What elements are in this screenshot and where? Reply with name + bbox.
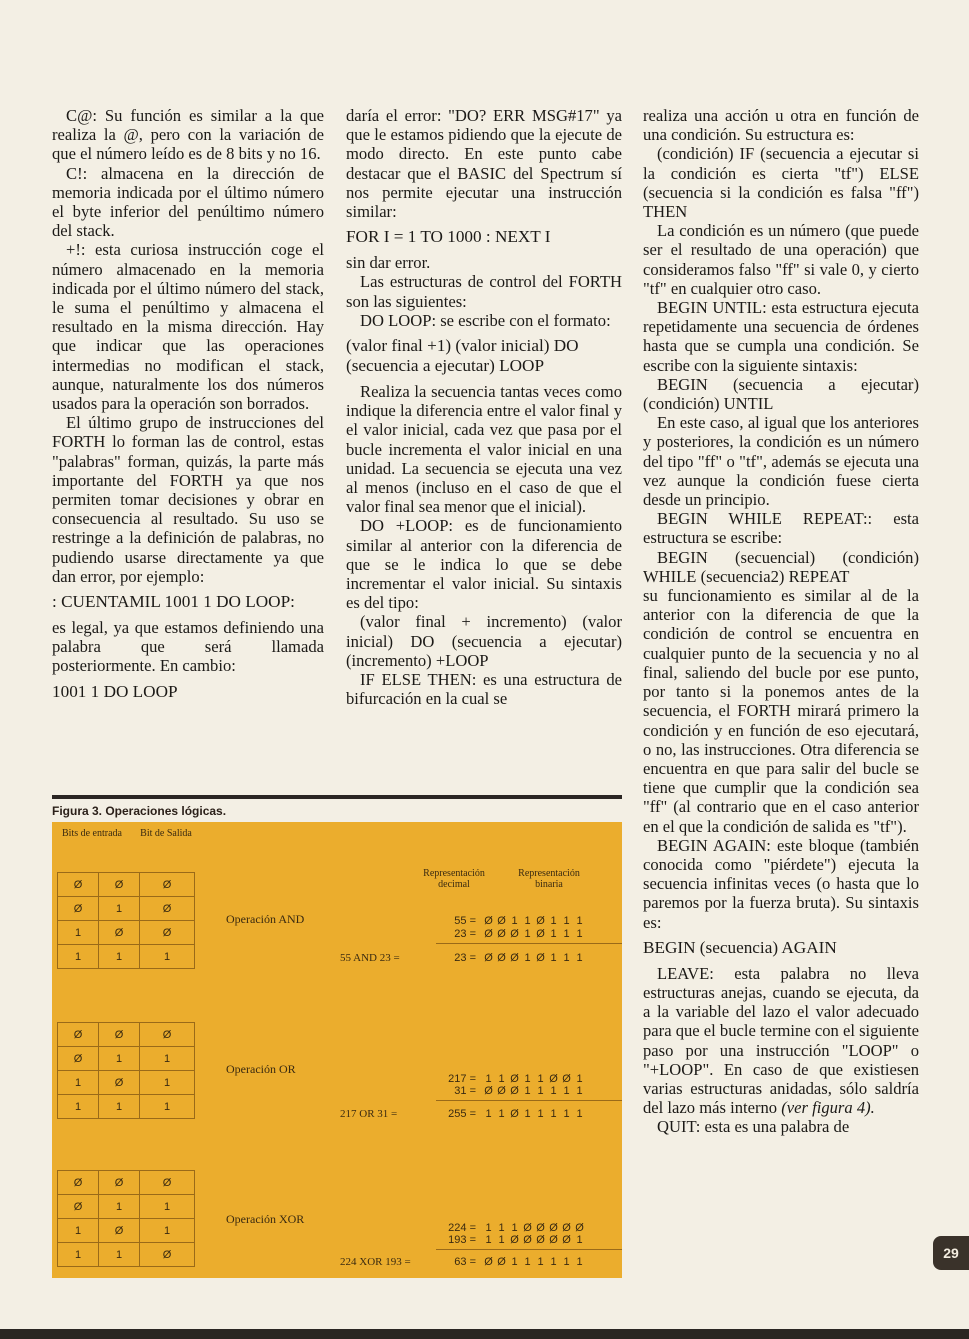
binary-digit: Ø: [484, 952, 493, 964]
paragraph: (valor final + incremento) (valor inicial) DO (secuencia a ejecutar) (incremento) +LOOP: [346, 612, 622, 670]
or-result-line: [436, 1100, 622, 1101]
paragraph: BEGIN (secuencial) (condición) WHILE (secuencia2) REPEAT: [643, 547, 919, 586]
input-bit-cell: 1: [99, 1243, 140, 1267]
binary-digit: 1: [550, 1108, 557, 1120]
and-truth-table: [57, 872, 195, 969]
binary-digit: 1: [498, 1234, 505, 1246]
binary-digit: 1: [524, 1256, 531, 1268]
binary-digit: 1: [550, 928, 557, 940]
binary-digit: 1: [537, 1256, 544, 1268]
xor-result: [440, 1256, 620, 1268]
binary-digit: Ø: [523, 1222, 532, 1234]
and-expression: 55 AND 23 =: [340, 952, 400, 964]
decimal-value: 55 =: [454, 915, 476, 927]
paragraph: es legal, ya que estamos definiendo una palabra que será llamada posteriormente. En cambio:: [52, 618, 324, 676]
input-bit-cell: Ø: [58, 873, 99, 897]
output-bit-cell: Ø: [140, 1243, 195, 1267]
binary-digit: Ø: [562, 1234, 571, 1246]
binary-digit: 1: [511, 915, 518, 927]
paragraph: DO LOOP: se escribe con el formato:: [360, 310, 611, 330]
input-bit-cell: Ø: [58, 897, 99, 921]
input-bit-cell: 1: [99, 1195, 140, 1219]
input-bit-cell: 1: [58, 1095, 99, 1119]
input-bit-cell: Ø: [58, 1195, 99, 1219]
input-bit-cell: 1: [99, 897, 140, 921]
paragraph: +!: esta curiosa instrucción coge el número almacenado en la memoria indicada por el último número del stack, le suma el penúltimo y almacena el resultado en la misma dirección. Hay que indicar que las operaciones intermedias no modifican el stack, aunque, naturalmente los dos números usados para la operación son borrados.: [52, 240, 324, 414]
xor-truth-row: [58, 1243, 195, 1267]
paragraph: El último grupo de instrucciones del FORTH lo forman las de control, estas "palabras" forman, quizás, la parte más importante del FORTH ya que nos permiten tomar decisiones y obrar en consecuencia al resultado. Su uso se restringe a la definición de palabras, no pudiendo usarse directamente ya que dan error, por ejemplo:: [52, 413, 324, 586]
header-input-bits: Bits de entrada: [62, 828, 122, 839]
binary-digit: 1: [524, 915, 531, 927]
binary-digit: Ø: [510, 952, 519, 964]
figure-rule: [52, 795, 622, 799]
binary-digit: Ø: [497, 928, 506, 940]
header-decimal: Representación decimal: [423, 868, 485, 890]
and-truth-row: [58, 873, 195, 897]
code-example: FOR I = 1 TO 1000 : NEXT I: [346, 227, 551, 247]
binary-digit: Ø: [484, 915, 493, 927]
paragraph: La condición es un número (que puede ser el resultado de una operación) que consideramos falso "ff" si vale 0, y cierto "tf" en cualquier otro caso.: [643, 221, 919, 298]
input-bit-cell: 1: [58, 1071, 99, 1095]
xor-result-line: [436, 1249, 622, 1250]
binary-digit: 1: [576, 1234, 583, 1246]
binary-digit: Ø: [484, 1256, 493, 1268]
output-bit-cell: Ø: [140, 1023, 195, 1047]
binary-digit: 1: [524, 928, 531, 940]
binary-digit: 1: [563, 1108, 570, 1120]
and-label: Operación AND: [226, 912, 305, 926]
binary-digit: 1: [498, 1108, 505, 1120]
binary-digit: 1: [550, 1085, 557, 1097]
binary-digit: Ø: [510, 928, 519, 940]
binary-digit: 1: [550, 1256, 557, 1268]
binary-digit: 1: [524, 1108, 531, 1120]
paragraph: daría el error: "DO? ERR MSG#17" ya que le estamos pidiendo que la ejecute de modo directo. En este punto cabe destacar que el BASIC del Spectrum sí nos permite ejecutar una instrucción similar:: [346, 106, 622, 222]
decimal-value: 224 =: [448, 1222, 476, 1234]
binary-digit: Ø: [536, 1222, 545, 1234]
binary-digit: Ø: [510, 1073, 519, 1085]
binary-digit: Ø: [549, 1073, 558, 1085]
output-bit-cell: 1: [140, 1071, 195, 1095]
xor-label: Operación XOR: [226, 1212, 305, 1226]
binary-digit: Ø: [510, 1085, 519, 1097]
or-truth-row: [58, 1023, 195, 1047]
output-bit-cell: 1: [140, 1047, 195, 1071]
paragraph: QUIT: esta es una palabra de: [657, 1117, 850, 1137]
output-bit-cell: Ø: [140, 897, 195, 921]
paragraph: BEGIN WHILE REPEAT:: esta estructura se escribe:: [643, 509, 919, 548]
header-output-bit: Bit de Salida: [140, 828, 192, 839]
xor-operand-2: [440, 1234, 620, 1246]
binary-digit: 1: [485, 1108, 492, 1120]
paragraph: C!: almacena en la dirección de memoria indicada por el último número el byte inferior del penúltimo número del stack.: [52, 163, 324, 241]
paragraph: BEGIN UNTIL: esta estructura ejecuta repetidamente una secuencia de órdenes hasta que se cumpla una condición. Se escribe con la siguiente sintaxis:: [643, 298, 919, 375]
xor-truth-row: [58, 1195, 195, 1219]
binary-digit: Ø: [562, 1073, 571, 1085]
or-truth-table: [57, 1022, 195, 1119]
binary-digit: Ø: [497, 1256, 506, 1268]
column-2: [346, 106, 622, 708]
output-bit-cell: 1: [140, 1219, 195, 1243]
binary-digit: 1: [576, 1256, 583, 1268]
binary-digit: 1: [576, 952, 583, 964]
binary-digit: 1: [576, 1108, 583, 1120]
binary-digit: Ø: [497, 1085, 506, 1097]
output-bit-cell: Ø: [140, 921, 195, 945]
binary-digit: Ø: [510, 1108, 519, 1120]
input-bit-cell: Ø: [99, 1219, 140, 1243]
paragraph: BEGIN AGAIN: este bloque (también conocida como "piérdete") ejecuta la secuencia infinitas veces (o hasta que lo paremos por la fuerza bruta). Su sintaxis es:: [643, 835, 919, 932]
binary-digit: 1: [511, 1256, 518, 1268]
paragraph: Realiza la secuencia tantas veces como indique la diferencia entre el valor final y el valor inicial, cada vez que pasa por el bucle incrementa el valor inicial en una unidad. La secuencia se ejecuta una vez al menos (incluso en el caso de que el valor final sea menor que el inicial).: [346, 382, 622, 517]
xor-truth-row: [58, 1219, 195, 1243]
decimal-value: 63 =: [454, 1256, 476, 1268]
column-3: [643, 106, 919, 1137]
paragraph: Las estructuras de control del FORTH son las siguientes:: [346, 272, 622, 311]
output-bit-cell: 1: [140, 1195, 195, 1219]
input-bit-cell: Ø: [99, 873, 140, 897]
binary-digit: Ø: [497, 915, 506, 927]
decimal-value: 23 =: [454, 928, 476, 940]
and-truth-row: [58, 945, 195, 969]
binary-digit: 1: [550, 952, 557, 964]
input-bit-cell: Ø: [58, 1171, 99, 1195]
binary-digit: Ø: [484, 928, 493, 940]
decimal-value: 255 =: [448, 1108, 476, 1120]
input-bit-cell: Ø: [99, 1023, 140, 1047]
binary-digit: 1: [524, 952, 531, 964]
binary-digit: Ø: [536, 915, 545, 927]
binary-digit: 1: [550, 915, 557, 927]
binary-digit: Ø: [523, 1234, 532, 1246]
input-bit-cell: 1: [99, 945, 140, 969]
binary-digit: Ø: [510, 1234, 519, 1246]
binary-digit: 1: [563, 1256, 570, 1268]
paragraph: BEGIN (secuencia a ejecutar) (condición) UNTIL: [643, 374, 919, 414]
binary-digit: 1: [576, 1073, 583, 1085]
input-bit-cell: 1: [99, 1047, 140, 1071]
or-expression: 217 OR 31 =: [340, 1108, 398, 1120]
paragraph-text: LEAVE: esta palabra no lleva estructuras anejas, cuando se ejecuta, da a la variable del lazo el valor adecuado para que el bucle termine con el siguiente paso por una instrucción "LOOP" o "+LOOP". En caso de que existiesen varias estructuras anidadas, sólo saldría del lazo más interno: [643, 963, 919, 1118]
decimal-value: 193 =: [448, 1234, 476, 1246]
and-truth-row: [58, 897, 195, 921]
or-operand-1: [440, 1073, 620, 1085]
binary-digit: 1: [485, 1222, 492, 1234]
binary-digit: 1: [524, 1085, 531, 1097]
page-edge: [0, 1329, 969, 1339]
binary-digit: Ø: [549, 1222, 558, 1234]
binary-digit: Ø: [575, 1222, 584, 1234]
and-result-line: [436, 943, 622, 944]
binary-digit: 1: [537, 1085, 544, 1097]
binary-digit: Ø: [497, 952, 506, 964]
paragraph: sin dar error.: [346, 253, 431, 273]
code-example: BEGIN (secuencia) AGAIN: [643, 937, 837, 957]
binary-digit: 1: [537, 1108, 544, 1120]
output-bit-cell: Ø: [140, 1171, 195, 1195]
decimal-value: 23 =: [454, 952, 476, 964]
xor-truth-row: [58, 1171, 195, 1195]
input-bit-cell: 1: [58, 945, 99, 969]
figure-reference: (ver figura 4).: [781, 1098, 875, 1118]
or-label: Operación OR: [226, 1062, 296, 1076]
or-truth-row: [58, 1071, 195, 1095]
or-truth-row: [58, 1047, 195, 1071]
input-bit-cell: 1: [58, 1243, 99, 1267]
binary-digit: 1: [576, 928, 583, 940]
and-truth-row: [58, 921, 195, 945]
paragraph: En este caso, al igual que los anteriores y posteriores, la condición es un número del tipo "ff" o "tf", además se ejecuta una vez aunque la condición fuese cierta desde un principio.: [643, 413, 919, 510]
binary-digit: 1: [485, 1073, 492, 1085]
paragraph: C@: Su función es similar a la que realiza la @, pero con la variación de que el número leído es de 8 bits y no 16.: [52, 106, 324, 164]
binary-digit: 1: [563, 915, 570, 927]
paragraph: [643, 964, 919, 1118]
or-truth-row: [58, 1095, 195, 1119]
binary-digit: 1: [576, 915, 583, 927]
code-example: : CUENTAMIL 1001 1 DO LOOP:: [52, 592, 295, 612]
input-bit-cell: Ø: [99, 1071, 140, 1095]
binary-digit: 1: [563, 1085, 570, 1097]
binary-digit: Ø: [536, 1234, 545, 1246]
and-operand-1: [440, 915, 620, 927]
column-1: [52, 106, 324, 708]
decimal-value: 31 =: [454, 1085, 476, 1097]
binary-digit: 1: [498, 1073, 505, 1085]
output-bit-cell: 1: [140, 1095, 195, 1119]
binary-digit: 1: [576, 1085, 583, 1097]
binary-digit: Ø: [536, 928, 545, 940]
binary-digit: Ø: [484, 1085, 493, 1097]
output-bit-cell: Ø: [140, 873, 195, 897]
decimal-value: 217 =: [448, 1073, 476, 1085]
header-binary: Representación binaria: [518, 868, 580, 890]
input-bit-cell: 1: [58, 921, 99, 945]
code-example: 1001 1 DO LOOP: [52, 681, 178, 701]
code-example: (valor final +1) (valor inicial) DO (secuencia a ejecutar) LOOP: [346, 336, 579, 376]
binary-digit: 1: [485, 1234, 492, 1246]
input-bit-cell: Ø: [58, 1023, 99, 1047]
paragraph: DO +LOOP: es de funcionamiento similar al anterior con la diferencia de que se le indica lo que se debe incrementar el valor inicial. Su sintaxis es del tipo:: [346, 516, 622, 613]
paragraph: su funcionamiento es similar al de la anterior con la diferencia de que la condición de control se encuentra en cualquier punto de la secuencia y no al final, saliendo del bucle por ese punto, por tanto si la ponemos antes de la secuencia, el FORTH mirará primero la condición y en función de eso ejecutará, o no, las instrucciones. Otra diferencia se encuentra en que para salir del bucle se tiene que cumplir que la condición sea "ff" (al contrario que en el caso anterior en el que la condición de salida es "tf").: [643, 586, 919, 836]
xor-truth-table: [57, 1170, 195, 1267]
or-result: [440, 1108, 620, 1120]
binary-digit: 1: [537, 1073, 544, 1085]
input-bit-cell: Ø: [58, 1047, 99, 1071]
and-operand-2: [440, 928, 620, 940]
figure-caption: Figura 3. Operaciones lógicas.: [52, 804, 227, 818]
input-bit-cell: 1: [99, 1095, 140, 1119]
binary-digit: Ø: [536, 952, 545, 964]
and-result: [440, 952, 620, 964]
output-bit-cell: 1: [140, 945, 195, 969]
input-bit-cell: Ø: [99, 1171, 140, 1195]
xor-operand-1: [440, 1222, 620, 1234]
binary-digit: 1: [498, 1222, 505, 1234]
input-bit-cell: Ø: [99, 921, 140, 945]
binary-digit: 1: [511, 1222, 518, 1234]
binary-digit: Ø: [549, 1234, 558, 1246]
input-bit-cell: 1: [58, 1219, 99, 1243]
binary-digit: 1: [563, 952, 570, 964]
or-operand-2: [440, 1085, 620, 1097]
paragraph: IF ELSE THEN: es una estructura de bifurcación en la cual se: [346, 670, 622, 709]
binary-digit: 1: [524, 1073, 531, 1085]
page-number: 29: [933, 1236, 969, 1270]
paragraph: realiza una acción u otra en función de una condición. Su estructura es:: [643, 106, 919, 145]
binary-digit: 1: [563, 928, 570, 940]
paragraph: (condición) IF (secuencia a ejecutar si la condición es cierta "tf") ELSE (secuencia si la condición es falsa "ff") THEN: [643, 144, 919, 222]
xor-expression: 224 XOR 193 =: [340, 1256, 411, 1268]
binary-digit: Ø: [562, 1222, 571, 1234]
